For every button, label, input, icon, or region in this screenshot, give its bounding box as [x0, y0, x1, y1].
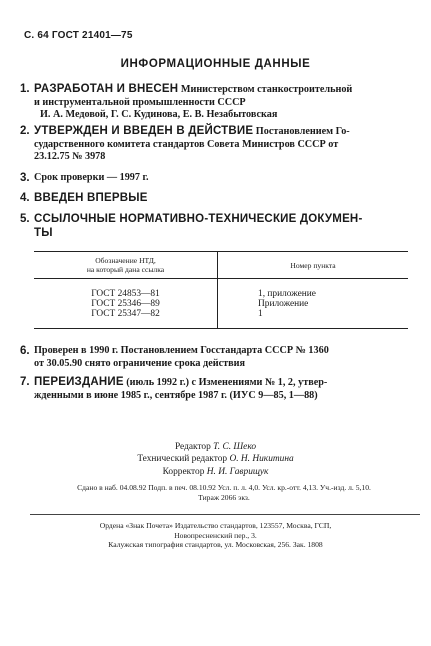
table-header-cell	[34, 252, 218, 278]
item-text: Проверен в 1990 г. Постановлением Госстандарта СССР № 1360	[34, 345, 329, 356]
item-text: Постановлением Го-	[253, 126, 350, 137]
colophon-line: Ордена «Знак Почета» Издательство стандартов, 123557, Москва, ГСП,	[99, 521, 332, 530]
info-item-1	[20, 83, 412, 122]
table-doc-column	[34, 279, 218, 328]
page-header: С. 64 ГОСТ 21401—75	[24, 30, 133, 41]
editor-line	[0, 441, 431, 453]
item-text: (июль 1992 г.) с Изменениями № 1, 2, утвер-	[123, 377, 328, 388]
info-item-3	[20, 172, 412, 185]
print-info	[38, 483, 410, 502]
item-text: сударственного комитета стандартов Совета Министров СССР от	[34, 138, 339, 150]
item-authors: И. А. Медовой, Г. С. Кудинова, Е. В. Незабытовская	[40, 109, 278, 120]
item-number: 6.	[20, 345, 30, 357]
editors-block	[0, 441, 431, 478]
header-label: на который дана ссылка	[86, 265, 165, 274]
reference-table	[34, 251, 408, 329]
table-cell: Приложение	[258, 299, 309, 310]
corrector-line	[0, 466, 431, 478]
person-name: Т. С. Шеко	[213, 442, 257, 452]
item-text: 23.12.75 № 3978	[34, 151, 106, 162]
print-info-line: Тираж 2066 экз.	[198, 492, 250, 502]
item-text: Министерством станкостроительной	[178, 84, 353, 95]
item-caps-heading: ПЕРЕИЗДАНИЕ	[34, 376, 124, 388]
table-body	[34, 279, 408, 328]
item-number: 3.	[20, 172, 30, 184]
item-text: и инструментальной промышленности СССР	[34, 96, 246, 108]
person-name: Н. И. Гаврищук	[206, 466, 269, 477]
item-number: 2.	[20, 125, 30, 137]
print-info-line: Сдано в наб. 04.08.92 Подп. в печ. 08.10.92 Усл. п. л. 4,0. Усл. кр.-отт. 4,13. Уч.-изд. л. 5,10.	[77, 483, 371, 492]
item-text: Срок проверки — 1997 г.	[34, 172, 149, 183]
item-number: 1.	[20, 83, 30, 95]
role-label: Технический редактор	[137, 454, 228, 465]
table-cell: 1	[258, 309, 263, 320]
info-item-4	[20, 192, 412, 206]
item-caps-heading: УТВЕРЖДЕН И ВВЕДЕН В ДЕЙСТВИЕ	[34, 125, 254, 137]
colophon-line: Новопресненский пер., 3.	[174, 530, 257, 540]
table-cell: ГОСТ 25347—82	[91, 309, 160, 320]
person-name: О. Н. Никитина	[229, 454, 294, 465]
role-label: Редактор	[174, 442, 211, 452]
table-header-row	[34, 252, 408, 279]
info-item-5	[20, 213, 412, 240]
item-number: 5.	[20, 213, 30, 225]
table-cell: 1, приложение	[258, 289, 316, 299]
header-label: Обозначение НТД,	[95, 256, 156, 265]
item-text: от 30.05.90 снято ограничение срока действия	[34, 357, 246, 369]
colophon	[0, 521, 431, 550]
item-number: 7.	[20, 376, 30, 388]
info-item-2	[20, 125, 412, 164]
info-item-7	[20, 376, 412, 402]
table-header-cell: Номер пункта	[290, 261, 336, 270]
table-clause-column	[218, 279, 408, 328]
page-title: ИНФОРМАЦИОННЫЕ ДАННЫЕ	[120, 58, 311, 70]
item-caps-heading: РАЗРАБОТАН И ВНЕСЕН	[34, 83, 179, 95]
info-item-6	[20, 345, 412, 370]
item-number: 4.	[20, 192, 30, 204]
tech-editor-line	[0, 453, 431, 465]
table-cell: ГОСТ 24853—81	[91, 289, 160, 299]
table-cell: ГОСТ 25346—89	[91, 299, 160, 310]
divider	[30, 514, 420, 515]
role-label: Корректор	[162, 466, 205, 477]
item-caps-heading: ТЫ	[34, 226, 53, 239]
item-caps-heading: ВВЕДЕН ВПЕРВЫЕ	[34, 192, 148, 204]
item-text: жденными в июне 1985 г., сентябре 1987 г. (ИУС 9—85, 1—88)	[34, 389, 318, 401]
item-caps-heading: ССЫЛОЧНЫЕ НОРМАТИВНО-ТЕХНИЧЕСКИЕ ДОКУМЕН-	[34, 213, 363, 225]
colophon-line: Калужская типография стандартов, ул. Московская, 256. Зак. 1808	[108, 540, 323, 550]
